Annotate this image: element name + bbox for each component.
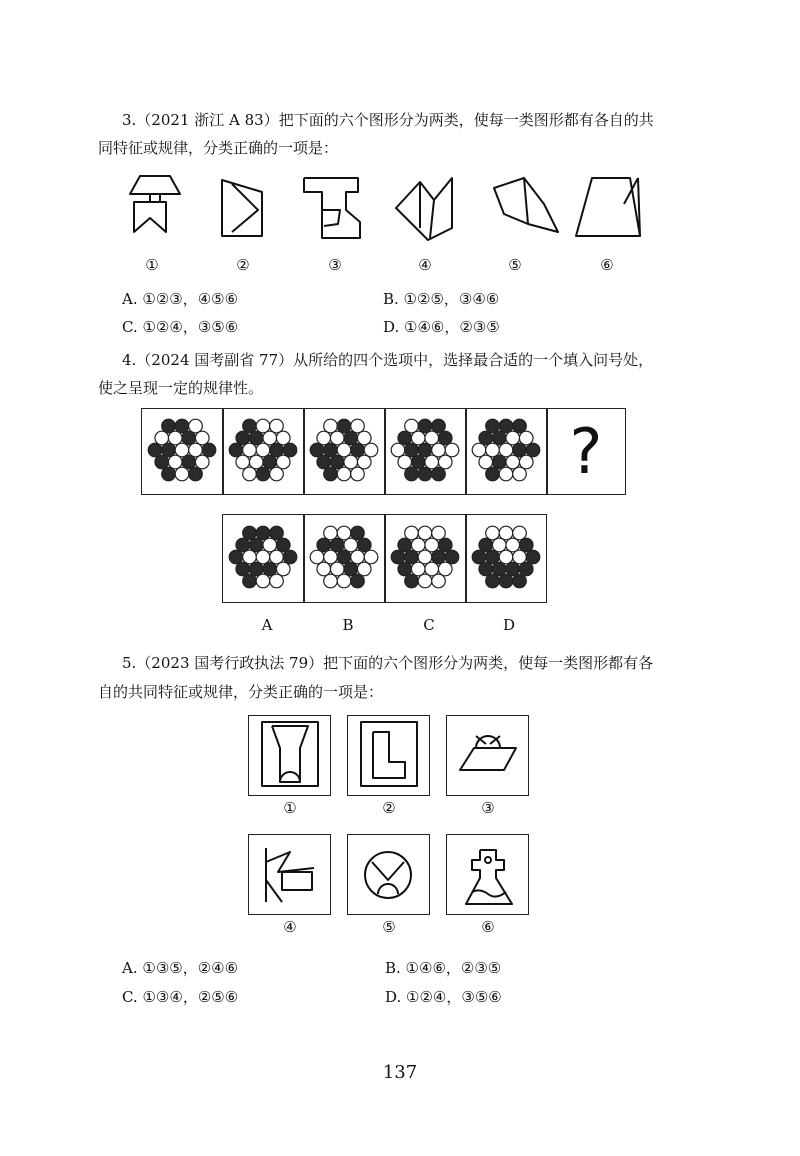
hex-circle bbox=[243, 419, 257, 433]
hex-circle bbox=[310, 443, 324, 457]
hex-circle bbox=[175, 443, 189, 457]
hex-circle bbox=[526, 443, 540, 457]
q4-text-line2: 使之呈现一定的规律性。 bbox=[98, 379, 264, 397]
hex-circle bbox=[270, 443, 284, 457]
hex-circle bbox=[310, 550, 324, 564]
q5-label-4: ④ bbox=[283, 918, 297, 936]
hex-circle bbox=[195, 431, 209, 445]
hex-circle bbox=[519, 431, 533, 445]
q5-figure-6 bbox=[466, 850, 512, 904]
q5-label-6: ⑥ bbox=[481, 918, 495, 936]
hex-circle bbox=[189, 419, 203, 433]
hex-circle bbox=[317, 455, 331, 469]
hex-circle bbox=[513, 550, 527, 564]
q3-option-d[interactable]: D. ①④⑥，②③⑤ bbox=[383, 318, 500, 336]
hex-circle bbox=[486, 526, 500, 540]
hex-circle bbox=[492, 431, 506, 445]
hex-circle bbox=[432, 467, 446, 481]
q5-figure-5 bbox=[365, 852, 411, 898]
hex-circle bbox=[486, 443, 500, 457]
q3-option-c[interactable]: C. ①②④，③⑤⑥ bbox=[122, 318, 239, 336]
hex-circle bbox=[337, 526, 351, 540]
hex-circle bbox=[513, 467, 527, 481]
hex-circle bbox=[492, 538, 506, 552]
hex-circle bbox=[351, 526, 365, 540]
q3-figure-3 bbox=[304, 178, 360, 238]
hex-circle bbox=[411, 538, 425, 552]
q5-label-2: ② bbox=[382, 799, 396, 817]
q3-label-5: ⑤ bbox=[508, 256, 522, 274]
hex-circle bbox=[499, 550, 513, 564]
hex-circle bbox=[243, 574, 257, 588]
hex-circle bbox=[405, 574, 419, 588]
hex-circle bbox=[236, 455, 250, 469]
hex-circle bbox=[425, 455, 439, 469]
hex-circle bbox=[270, 526, 284, 540]
hex-circle bbox=[189, 443, 203, 457]
hex-circle bbox=[486, 467, 500, 481]
q5-figure-1 bbox=[262, 722, 318, 786]
hex-circle bbox=[432, 419, 446, 433]
hex-circle bbox=[155, 455, 169, 469]
hex-circle bbox=[256, 443, 270, 457]
q4-choice-label-c[interactable]: C bbox=[423, 616, 435, 634]
hex-circle bbox=[445, 443, 459, 457]
hex-circle bbox=[344, 431, 358, 445]
hex-circle bbox=[351, 467, 365, 481]
q5-option-d[interactable]: D. ①②④，③⑤⑥ bbox=[385, 988, 502, 1006]
hex-circle bbox=[432, 574, 446, 588]
hex-circle bbox=[438, 538, 452, 552]
hex-circle bbox=[479, 431, 493, 445]
hex-circle bbox=[357, 431, 371, 445]
hex-circle bbox=[513, 443, 527, 457]
hex-circle bbox=[351, 574, 365, 588]
hex-circle bbox=[513, 574, 527, 588]
hex-circle bbox=[405, 550, 419, 564]
hex-circle bbox=[283, 550, 297, 564]
q3-label-6: ⑥ bbox=[600, 256, 614, 274]
q3-text-line1: 3.（2021 浙江 A 83）把下面的六个图形分为两类，使每一类图形都有各自的共 bbox=[122, 111, 654, 129]
q5-text-line1: 5.（2023 国考行政执法 79）把下面的六个图形分为两类，使每一类图形都有各 bbox=[122, 654, 654, 672]
hex-circle bbox=[324, 443, 338, 457]
q5-option-c[interactable]: C. ①③④，②⑤⑥ bbox=[122, 988, 239, 1006]
q4-choice-label-d[interactable]: D bbox=[502, 616, 516, 634]
hex-circle bbox=[506, 431, 520, 445]
hex-circle bbox=[499, 526, 513, 540]
hex-circle bbox=[411, 455, 425, 469]
hex-circle bbox=[519, 538, 533, 552]
q5-label-3: ③ bbox=[481, 799, 495, 817]
q5-label-5: ⑤ bbox=[382, 918, 396, 936]
hex-circle bbox=[263, 431, 277, 445]
hex-circle bbox=[236, 431, 250, 445]
hex-circle bbox=[499, 574, 513, 588]
hex-circle bbox=[526, 550, 540, 564]
hex-circle bbox=[513, 526, 527, 540]
hex-circle bbox=[249, 455, 263, 469]
q5-label-1: ① bbox=[283, 799, 297, 817]
hex-circle bbox=[492, 562, 506, 576]
hex-circle bbox=[479, 455, 493, 469]
hex-circle bbox=[263, 538, 277, 552]
hex-circle bbox=[486, 419, 500, 433]
hex-circle bbox=[438, 455, 452, 469]
hex-circle bbox=[175, 419, 189, 433]
q4-choice-label-b[interactable]: B bbox=[342, 616, 354, 634]
hex-circle bbox=[398, 455, 412, 469]
hex-circle bbox=[425, 562, 439, 576]
hex-circle bbox=[506, 455, 520, 469]
hex-circle bbox=[486, 574, 500, 588]
q5-option-a[interactable]: A. ①③⑤，②④⑥ bbox=[122, 959, 239, 977]
hex-circle bbox=[249, 562, 263, 576]
hex-circle bbox=[317, 562, 331, 576]
hex-circle bbox=[276, 455, 290, 469]
q3-figure-1 bbox=[130, 176, 180, 232]
q5-figure-4 bbox=[266, 848, 314, 902]
hex-circle bbox=[229, 550, 243, 564]
hex-circle bbox=[405, 443, 419, 457]
hex-circle bbox=[276, 431, 290, 445]
hex-circle bbox=[263, 455, 277, 469]
hex-circle bbox=[283, 443, 297, 457]
hex-circle bbox=[405, 467, 419, 481]
q3-label-2: ② bbox=[236, 256, 250, 274]
hex-circle bbox=[357, 538, 371, 552]
hex-circle bbox=[418, 443, 432, 457]
hex-circle bbox=[418, 526, 432, 540]
hex-circle bbox=[432, 526, 446, 540]
hex-circle bbox=[270, 550, 284, 564]
hex-circle bbox=[479, 562, 493, 576]
q4-text-line1: 4.（2024 国考副省 77）从所给的四个选项中，选择最合适的一个填入问号处， bbox=[122, 351, 654, 369]
hex-circle bbox=[357, 455, 371, 469]
hex-circle bbox=[357, 562, 371, 576]
hex-circle bbox=[236, 538, 250, 552]
hex-circle bbox=[189, 467, 203, 481]
hex-circle bbox=[330, 455, 344, 469]
hex-circle bbox=[182, 431, 196, 445]
hex-circle bbox=[398, 431, 412, 445]
hex-circle bbox=[344, 538, 358, 552]
hex-circle bbox=[506, 538, 520, 552]
hex-circle bbox=[270, 419, 284, 433]
hex-circle bbox=[405, 526, 419, 540]
q5-option-b[interactable]: B. ①④⑥，②③⑤ bbox=[385, 959, 502, 977]
hex-circle bbox=[249, 431, 263, 445]
hex-circle bbox=[479, 538, 493, 552]
hex-circle bbox=[162, 467, 176, 481]
hex-circle bbox=[337, 419, 351, 433]
hex-circle bbox=[168, 431, 182, 445]
q3-label-4: ④ bbox=[418, 256, 432, 274]
hex-circle bbox=[195, 455, 209, 469]
hex-circle bbox=[391, 550, 405, 564]
hex-circle bbox=[337, 550, 351, 564]
hex-circle bbox=[472, 443, 486, 457]
hex-circle bbox=[499, 419, 513, 433]
hex-circle bbox=[344, 455, 358, 469]
hex-circle bbox=[398, 562, 412, 576]
hex-circle bbox=[337, 443, 351, 457]
hex-circle bbox=[425, 538, 439, 552]
q3-option-b[interactable]: B. ①②⑤，③④⑥ bbox=[383, 290, 500, 308]
hex-circle bbox=[492, 455, 506, 469]
q3-label-1: ① bbox=[145, 256, 159, 274]
hex-circle bbox=[276, 538, 290, 552]
hex-circle bbox=[364, 550, 378, 564]
hex-circle bbox=[513, 419, 527, 433]
hex-circle bbox=[324, 526, 338, 540]
hex-circle bbox=[486, 550, 500, 564]
hex-circle bbox=[418, 574, 432, 588]
hex-circle bbox=[351, 419, 365, 433]
hex-circle bbox=[438, 562, 452, 576]
hex-circle bbox=[418, 550, 432, 564]
hex-circle bbox=[364, 443, 378, 457]
hex-circle bbox=[506, 562, 520, 576]
hex-circle bbox=[432, 443, 446, 457]
hex-circle bbox=[148, 443, 162, 457]
q3-figure-2 bbox=[222, 180, 262, 236]
hex-circle bbox=[243, 526, 257, 540]
hex-circle bbox=[249, 538, 263, 552]
hex-circle bbox=[337, 467, 351, 481]
hex-circle bbox=[324, 550, 338, 564]
hex-circle bbox=[324, 574, 338, 588]
hex-circle bbox=[351, 443, 365, 457]
hex-circle bbox=[155, 431, 169, 445]
q4-question-mark: ? bbox=[569, 415, 603, 488]
q5-text-line2: 自的共同特征或规律，分类正确的一项是： bbox=[98, 683, 384, 701]
hex-circle bbox=[256, 467, 270, 481]
hex-circle bbox=[317, 431, 331, 445]
q3-option-a[interactable]: A. ①②③，④⑤⑥ bbox=[122, 290, 239, 308]
hex-circle bbox=[330, 538, 344, 552]
hex-circle bbox=[330, 431, 344, 445]
hex-circle bbox=[438, 431, 452, 445]
hex-circle bbox=[330, 562, 344, 576]
hex-circle bbox=[425, 431, 439, 445]
hex-circle bbox=[391, 443, 405, 457]
hex-circle bbox=[472, 550, 486, 564]
hex-circle bbox=[276, 562, 290, 576]
hex-circle bbox=[324, 419, 338, 433]
q3-figures bbox=[0, 170, 800, 250]
hex-circle bbox=[344, 562, 358, 576]
q5-figures bbox=[0, 710, 800, 930]
hex-circle bbox=[256, 419, 270, 433]
hex-circle bbox=[519, 562, 533, 576]
hex-circle bbox=[351, 550, 365, 564]
q3-figure-6 bbox=[576, 178, 640, 236]
hex-circle bbox=[317, 538, 331, 552]
hex-circle bbox=[411, 431, 425, 445]
q3-label-3: ③ bbox=[328, 256, 342, 274]
hex-circle bbox=[202, 443, 216, 457]
q3-figure-5 bbox=[494, 178, 558, 232]
hex-circle bbox=[243, 467, 257, 481]
hex-circle bbox=[256, 550, 270, 564]
hex-circle bbox=[229, 443, 243, 457]
page-number: 137 bbox=[382, 1062, 418, 1083]
q5-figure-3 bbox=[460, 736, 516, 770]
hex-circle bbox=[162, 443, 176, 457]
hex-circle bbox=[418, 419, 432, 433]
hex-circle bbox=[175, 467, 189, 481]
q5-figure-2 bbox=[361, 722, 417, 786]
hex-circle bbox=[324, 467, 338, 481]
hex-circle bbox=[445, 550, 459, 564]
hex-circle bbox=[405, 419, 419, 433]
hex-circle bbox=[398, 538, 412, 552]
q3-text-line2: 同特征或规律，分类正确的一项是： bbox=[98, 139, 339, 157]
hex-circle bbox=[270, 574, 284, 588]
hex-circle bbox=[432, 550, 446, 564]
hex-circle bbox=[182, 455, 196, 469]
hex-circle bbox=[337, 574, 351, 588]
hex-circle bbox=[519, 455, 533, 469]
q4-choice-label-a[interactable]: A bbox=[261, 616, 273, 634]
hex-circle bbox=[256, 574, 270, 588]
hex-circle bbox=[162, 419, 176, 433]
q4-hexagon-figures bbox=[0, 400, 800, 650]
hex-circle bbox=[411, 562, 425, 576]
hex-circle bbox=[236, 562, 250, 576]
hex-circle bbox=[270, 467, 284, 481]
hex-circle bbox=[499, 443, 513, 457]
hex-circle bbox=[256, 526, 270, 540]
hex-circle bbox=[263, 562, 277, 576]
q3-figure-4 bbox=[396, 178, 452, 240]
hex-circle bbox=[418, 467, 432, 481]
hex-circle bbox=[499, 467, 513, 481]
hex-circle bbox=[168, 455, 182, 469]
hex-circle bbox=[243, 550, 257, 564]
hex-circle bbox=[243, 443, 257, 457]
